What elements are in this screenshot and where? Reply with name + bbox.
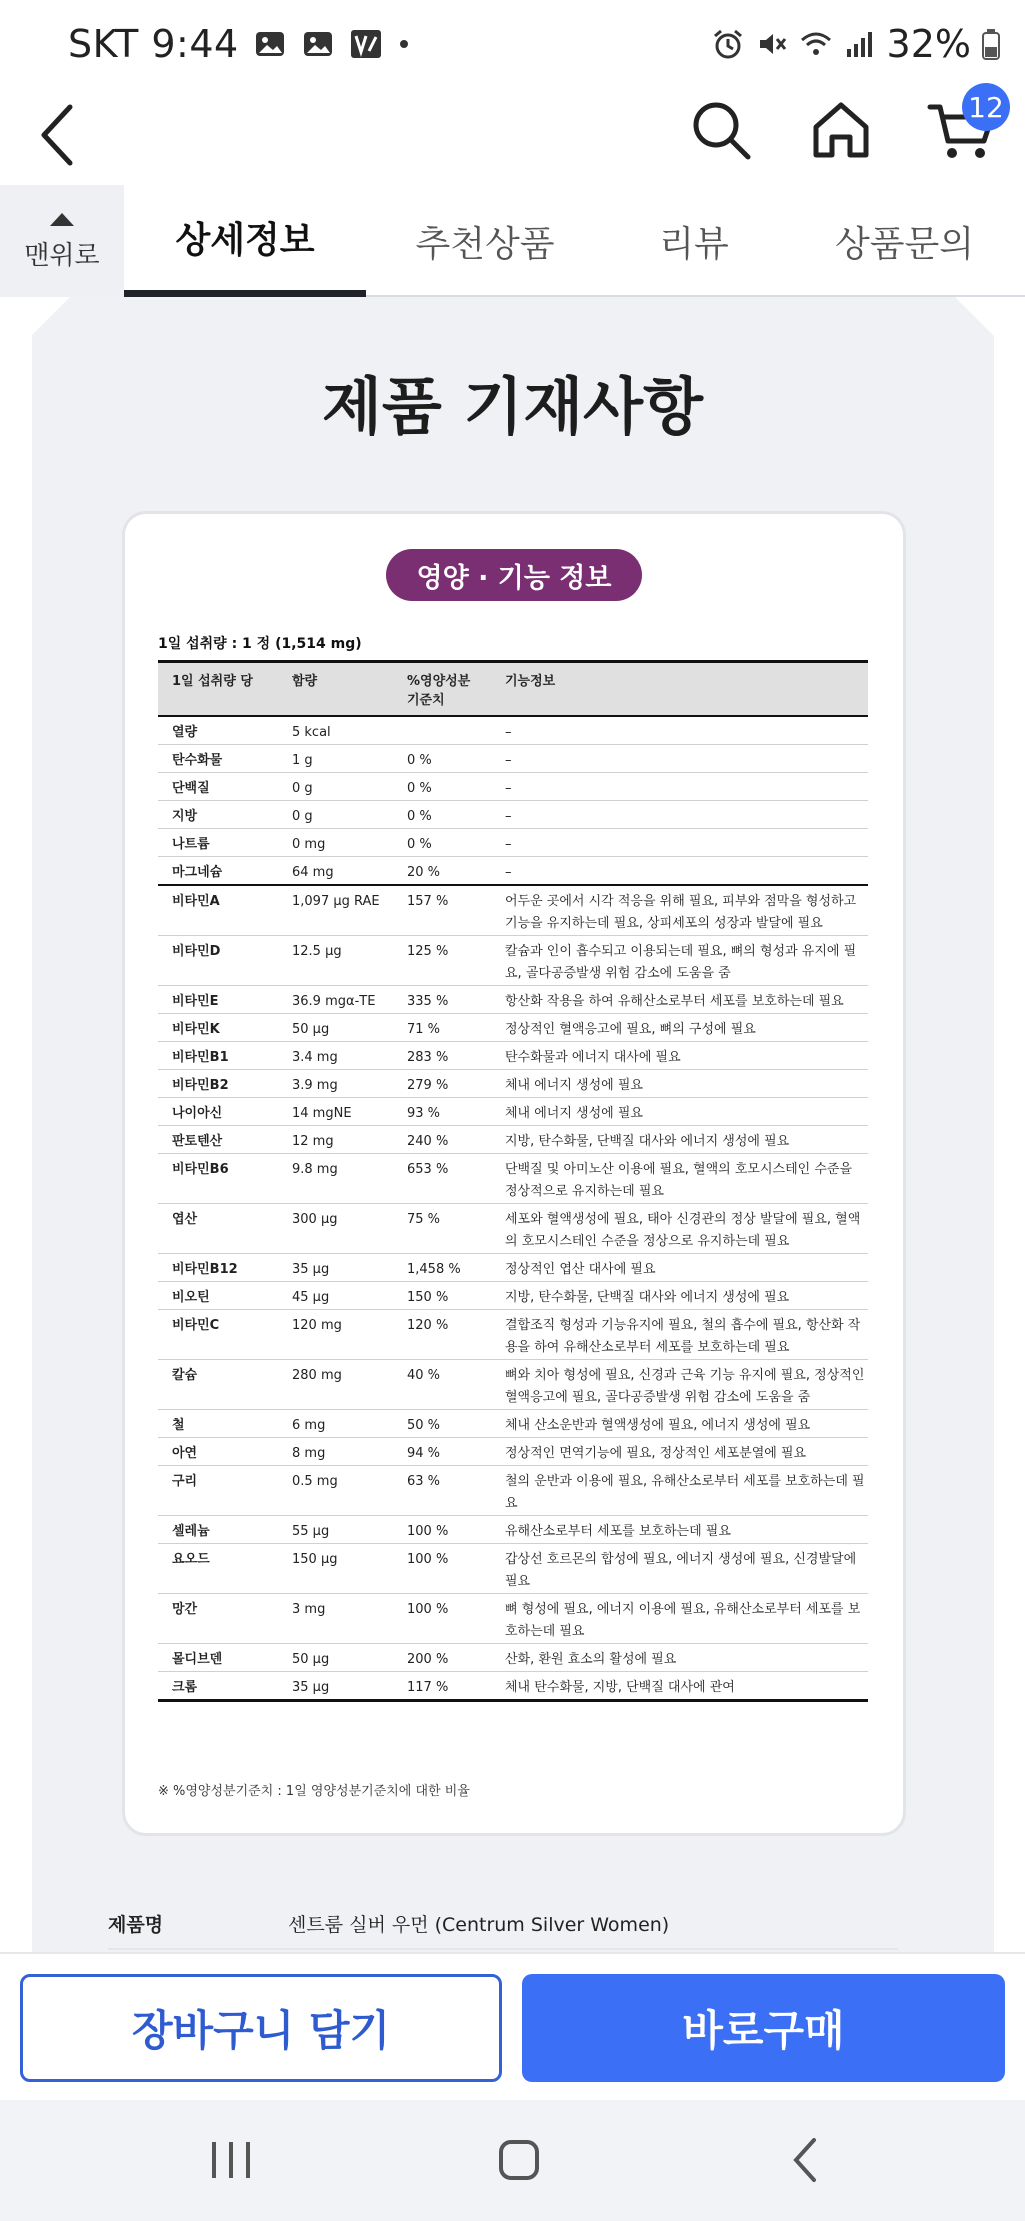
wifi-icon	[799, 27, 833, 61]
nutrient-name: 비타민C	[158, 1309, 278, 1359]
nutrient-function: 지방, 탄수화물, 단백질 대사와 에너지 생성에 필요	[491, 1125, 868, 1153]
table-row	[158, 1253, 868, 1281]
tab-product-inquiry[interactable]: 상품문의	[834, 223, 975, 265]
nutrient-function: 결합조직 형성과 기능유지에 필요, 철의 흡수에 필요, 항산화 작용을 하여 유해산소로부터 세포를 보호하는데 필요	[491, 1309, 868, 1359]
table-row	[158, 856, 868, 885]
nutrient-daily-value: 100 %	[393, 1593, 491, 1643]
nutrient-name: 비타민A	[158, 885, 278, 936]
table-row	[158, 1309, 868, 1359]
nutrient-amount: 0 mg	[278, 828, 393, 856]
nutrient-name: 칼슘	[158, 1359, 278, 1409]
table-row	[158, 1125, 868, 1153]
search-icon[interactable]	[688, 97, 754, 163]
table-row	[158, 716, 868, 745]
add-to-cart-button[interactable]: 장바구니 담기	[20, 1974, 502, 2082]
back-nav-icon[interactable]	[770, 2128, 840, 2192]
nutrient-function: –	[491, 856, 868, 885]
nutrient-function: 항산화 작용을 하여 유해산소로부터 세포를 보호하는데 필요	[491, 985, 868, 1013]
nutrient-daily-value: 283 %	[393, 1041, 491, 1069]
nutrient-amount: 3 mg	[278, 1593, 393, 1643]
nutrient-amount: 55 μg	[278, 1515, 393, 1543]
table-row	[158, 1153, 868, 1203]
table-header-row	[158, 662, 868, 716]
nutrient-name: 비타민B12	[158, 1253, 278, 1281]
nutrient-daily-value: 0 %	[393, 744, 491, 772]
nutrient-amount: 5 kcal	[278, 716, 393, 745]
battery-percentage: 32%	[886, 22, 971, 66]
nutrient-amount: 0 g	[278, 772, 393, 800]
nutrient-name: 비오틴	[158, 1281, 278, 1309]
nutrient-function: 정상적인 엽산 대사에 필요	[491, 1253, 868, 1281]
table-row	[158, 828, 868, 856]
nutrient-amount: 36.9 mgα-TE	[278, 985, 393, 1013]
nutrient-amount: 300 μg	[278, 1203, 393, 1253]
nutrient-name: 요오드	[158, 1543, 278, 1593]
home-nav-icon[interactable]	[484, 2128, 554, 2192]
nutrient-amount: 0.5 mg	[278, 1465, 393, 1515]
top-nav	[0, 90, 1025, 185]
nutrient-name: 열량	[158, 716, 278, 745]
status-left	[68, 22, 411, 66]
nutrient-name: 망간	[158, 1593, 278, 1643]
table-row	[158, 1097, 868, 1125]
nutrient-amount: 1 g	[278, 744, 393, 772]
nutrient-name: 셀레늄	[158, 1515, 278, 1543]
nutrient-amount: 12 mg	[278, 1125, 393, 1153]
bottom-action-bar	[0, 1952, 1025, 2100]
nutrient-name: 철	[158, 1409, 278, 1437]
battery-icon	[981, 27, 1001, 61]
nutrient-function: 정상적인 혈액응고에 필요, 뼈의 구성에 필요	[491, 1013, 868, 1041]
table-row	[158, 935, 868, 985]
product-name-label: 제품명	[108, 1914, 164, 1936]
nutrient-function: 세포와 혈액생성에 필요, 태아 신경관의 정상 발달에 필요, 혈액의 호모시스테인 수준을 정상으로 유지하는데 필요	[491, 1203, 868, 1253]
tab-bar	[0, 185, 1025, 297]
table-row	[158, 1203, 868, 1253]
nutrient-amount: 64 mg	[278, 856, 393, 885]
nutrient-name: 나이아신	[158, 1097, 278, 1125]
nutrient-daily-value: 240 %	[393, 1125, 491, 1153]
nutrient-amount: 120 mg	[278, 1309, 393, 1359]
table-row	[158, 744, 868, 772]
nutrient-daily-value: 40 %	[393, 1359, 491, 1409]
table-row	[158, 985, 868, 1013]
table-row	[158, 1671, 868, 1700]
gallery-icon	[301, 27, 335, 61]
table-row	[158, 772, 868, 800]
header-per-serving: 1일 섭취량 당	[158, 662, 278, 716]
alarm-icon	[711, 27, 745, 61]
nutrient-daily-value: 653 %	[393, 1153, 491, 1203]
nutrient-name: 구리	[158, 1465, 278, 1515]
table-row	[158, 1593, 868, 1643]
nutrient-name: 탄수화물	[158, 744, 278, 772]
nutrient-daily-value: 0 %	[393, 828, 491, 856]
scroll-to-top-button[interactable]	[0, 185, 124, 297]
nutrient-daily-value: 75 %	[393, 1203, 491, 1253]
nutrient-function: 지방, 탄수화물, 단백질 대사와 에너지 생성에 필요	[491, 1281, 868, 1309]
table-row	[158, 800, 868, 828]
table-row	[158, 1543, 868, 1593]
nutrient-function: 뼈와 치아 형성에 필요, 신경과 근육 기능 유지에 필요, 정상적인 혈액응고에 필요, 골다공증발생 위험 감소에 도움을 줌	[491, 1359, 868, 1409]
footnote: ※ %영양성분기준치 : 1일 영양성분기준치에 대한 비율	[158, 1784, 470, 1799]
nutrient-name: 비타민K	[158, 1013, 278, 1041]
nutrient-function: –	[491, 716, 868, 745]
nutrient-amount: 14 mgNE	[278, 1097, 393, 1125]
nutrient-daily-value: 120 %	[393, 1309, 491, 1359]
nutrient-function: 산화, 환원 효소의 활성에 필요	[491, 1643, 868, 1671]
nutrient-name: 판토텐산	[158, 1125, 278, 1153]
nutrient-amount: 35 μg	[278, 1253, 393, 1281]
header-daily-value: %영양성분 기준치	[393, 662, 491, 716]
nutrient-amount: 9.8 mg	[278, 1153, 393, 1203]
nutrient-daily-value: 93 %	[393, 1097, 491, 1125]
nutrient-function: 체내 산소운반과 혈액생성에 필요, 에너지 생성에 필요	[491, 1409, 868, 1437]
nutrient-daily-value: 157 %	[393, 885, 491, 936]
signal-icon	[843, 27, 877, 61]
table-row	[158, 1013, 868, 1041]
nutrient-daily-value: 200 %	[393, 1643, 491, 1671]
nutrient-daily-value: 125 %	[393, 935, 491, 985]
table-row	[158, 1437, 868, 1465]
nutrient-function: 유해산소로부터 세포를 보호하는데 필요	[491, 1515, 868, 1543]
app-notification-icon	[349, 27, 383, 61]
caret-up-icon	[47, 211, 77, 227]
table-row	[158, 1465, 868, 1515]
header-amount: 함량	[278, 662, 393, 716]
section-title: 제품 기재사항	[322, 370, 703, 443]
table-row	[158, 885, 868, 936]
android-navigation-bar	[0, 2100, 1025, 2221]
nutrient-daily-value: 100 %	[393, 1515, 491, 1543]
nutrient-function: –	[491, 772, 868, 800]
tab-recommended-products[interactable]: 추천상품	[415, 223, 555, 265]
tab-reviews[interactable]: 리뷰	[659, 223, 729, 265]
nutrient-daily-value: 1,458 %	[393, 1253, 491, 1281]
nutrient-amount: 8 mg	[278, 1437, 393, 1465]
nutrient-daily-value: 94 %	[393, 1437, 491, 1465]
cart-count-badge: 12	[962, 83, 1010, 131]
nutrient-name: 크롬	[158, 1671, 278, 1700]
nutrient-name: 비타민E	[158, 985, 278, 1013]
recent-apps-icon[interactable]	[196, 2128, 266, 2192]
dot-icon	[397, 27, 411, 61]
tab-detail-info[interactable]: 상세정보	[124, 185, 366, 297]
nutrient-daily-value: 335 %	[393, 985, 491, 1013]
table-row	[158, 1069, 868, 1097]
nutrient-amount: 6 mg	[278, 1409, 393, 1437]
nutrient-name: 몰디브덴	[158, 1643, 278, 1671]
nutrient-function: 체내 탄수화물, 지방, 단백질 대사에 관여	[491, 1671, 868, 1700]
nutrient-daily-value: 117 %	[393, 1671, 491, 1700]
nutrient-name: 아연	[158, 1437, 278, 1465]
nutrient-daily-value: 0 %	[393, 772, 491, 800]
nutrient-name: 비타민B2	[158, 1069, 278, 1097]
nutrient-amount: 3.9 mg	[278, 1069, 393, 1097]
nutrient-name: 엽산	[158, 1203, 278, 1253]
nutrient-name: 비타민B1	[158, 1041, 278, 1069]
nutrition-table-body	[158, 716, 868, 1701]
nutrient-name: 지방	[158, 800, 278, 828]
home-icon[interactable]	[808, 97, 874, 163]
nutrient-daily-value: 100 %	[393, 1543, 491, 1593]
nutrient-function: 단백질 및 아미노산 이용에 필요, 혈액의 호모시스테인 수준을 정상적으로 유지하는데 필요	[491, 1153, 868, 1203]
buy-now-button[interactable]: 바로구매	[522, 1974, 1005, 2082]
nutrient-function: 어두운 곳에서 시각 적응을 위해 필요, 피부와 점막을 형성하고 기능을 유지하는데 필요, 상피세포의 성장과 발달에 필요	[491, 885, 868, 936]
nutrient-function: 정상적인 면역기능에 필요, 정상적인 세포분열에 필요	[491, 1437, 868, 1465]
nutrient-function: 뼈 형성에 필요, 에너지 이용에 필요, 유해산소로부터 세포를 보호하는데 필요	[491, 1593, 868, 1643]
nutrition-table	[158, 660, 868, 1702]
product-name-value: 센트룸 실버 우먼 (Centrum Silver Women)	[288, 1914, 670, 1936]
nutrient-amount: 1,097 μg RAE	[278, 885, 393, 936]
nutrient-amount: 150 μg	[278, 1543, 393, 1593]
nutrient-daily-value: 279 %	[393, 1069, 491, 1097]
nutrient-function: –	[491, 828, 868, 856]
nutrient-function: 체내 에너지 생성에 필요	[491, 1097, 868, 1125]
nutrient-daily-value	[393, 716, 491, 745]
nutrient-function: 체내 에너지 생성에 필요	[491, 1069, 868, 1097]
table-row	[158, 1515, 868, 1543]
table-row	[158, 1041, 868, 1069]
status-bar	[0, 0, 1025, 95]
nutrient-daily-value: 63 %	[393, 1465, 491, 1515]
header-function-info: 기능정보	[491, 662, 868, 716]
nutrient-amount: 50 μg	[278, 1643, 393, 1671]
table-row	[158, 1409, 868, 1437]
table-row	[158, 1359, 868, 1409]
mute-icon	[755, 27, 789, 61]
table-row	[158, 1281, 868, 1309]
nutrient-daily-value: 20 %	[393, 856, 491, 885]
nutrient-name: 단백질	[158, 772, 278, 800]
nutrient-daily-value: 50 %	[393, 1409, 491, 1437]
nutrient-function: 갑상선 호르몬의 합성에 필요, 에너지 생성에 필요, 신경발달에 필요	[491, 1543, 868, 1593]
carrier-time: SKT 9:44	[68, 22, 239, 66]
nutrient-name: 비타민D	[158, 935, 278, 985]
nutrient-name: 마그네슘	[158, 856, 278, 885]
gallery-icon	[253, 27, 287, 61]
nutrient-function: 철의 운반과 이용에 필요, 유해산소로부터 세포를 보호하는데 필요	[491, 1465, 868, 1515]
nutrient-amount: 0 g	[278, 800, 393, 828]
serving-size: 1일 섭취량 : 1 정 (1,514 mg)	[158, 636, 362, 652]
nutrient-name: 나트륨	[158, 828, 278, 856]
nutrient-function: 칼슘과 인이 흡수되고 이용되는데 필요, 뼈의 형성과 유지에 필요, 골다공증발생 위험 감소에 도움을 줌	[491, 935, 868, 985]
nutrient-amount: 3.4 mg	[278, 1041, 393, 1069]
nutrition-info-pill: 영양 · 기능 정보	[386, 549, 642, 601]
scroll-to-top-label: 맨위로	[24, 240, 100, 271]
nutrient-function: 탄수화물과 에너지 대사에 필요	[491, 1041, 868, 1069]
back-arrow-icon[interactable]	[30, 95, 90, 175]
nutrient-amount: 45 μg	[278, 1281, 393, 1309]
nutrient-amount: 50 μg	[278, 1013, 393, 1041]
nutrient-amount: 12.5 μg	[278, 935, 393, 985]
table-row	[158, 1643, 868, 1671]
nutrient-name: 비타민B6	[158, 1153, 278, 1203]
nutrient-function: –	[491, 744, 868, 772]
nutrient-daily-value: 0 %	[393, 800, 491, 828]
nutrient-amount: 280 mg	[278, 1359, 393, 1409]
status-right	[711, 22, 1001, 66]
nutrient-amount: 35 μg	[278, 1671, 393, 1700]
nutrient-daily-value: 150 %	[393, 1281, 491, 1309]
product-name-row	[108, 1900, 898, 1950]
nutrient-function: –	[491, 800, 868, 828]
nutrient-daily-value: 71 %	[393, 1013, 491, 1041]
